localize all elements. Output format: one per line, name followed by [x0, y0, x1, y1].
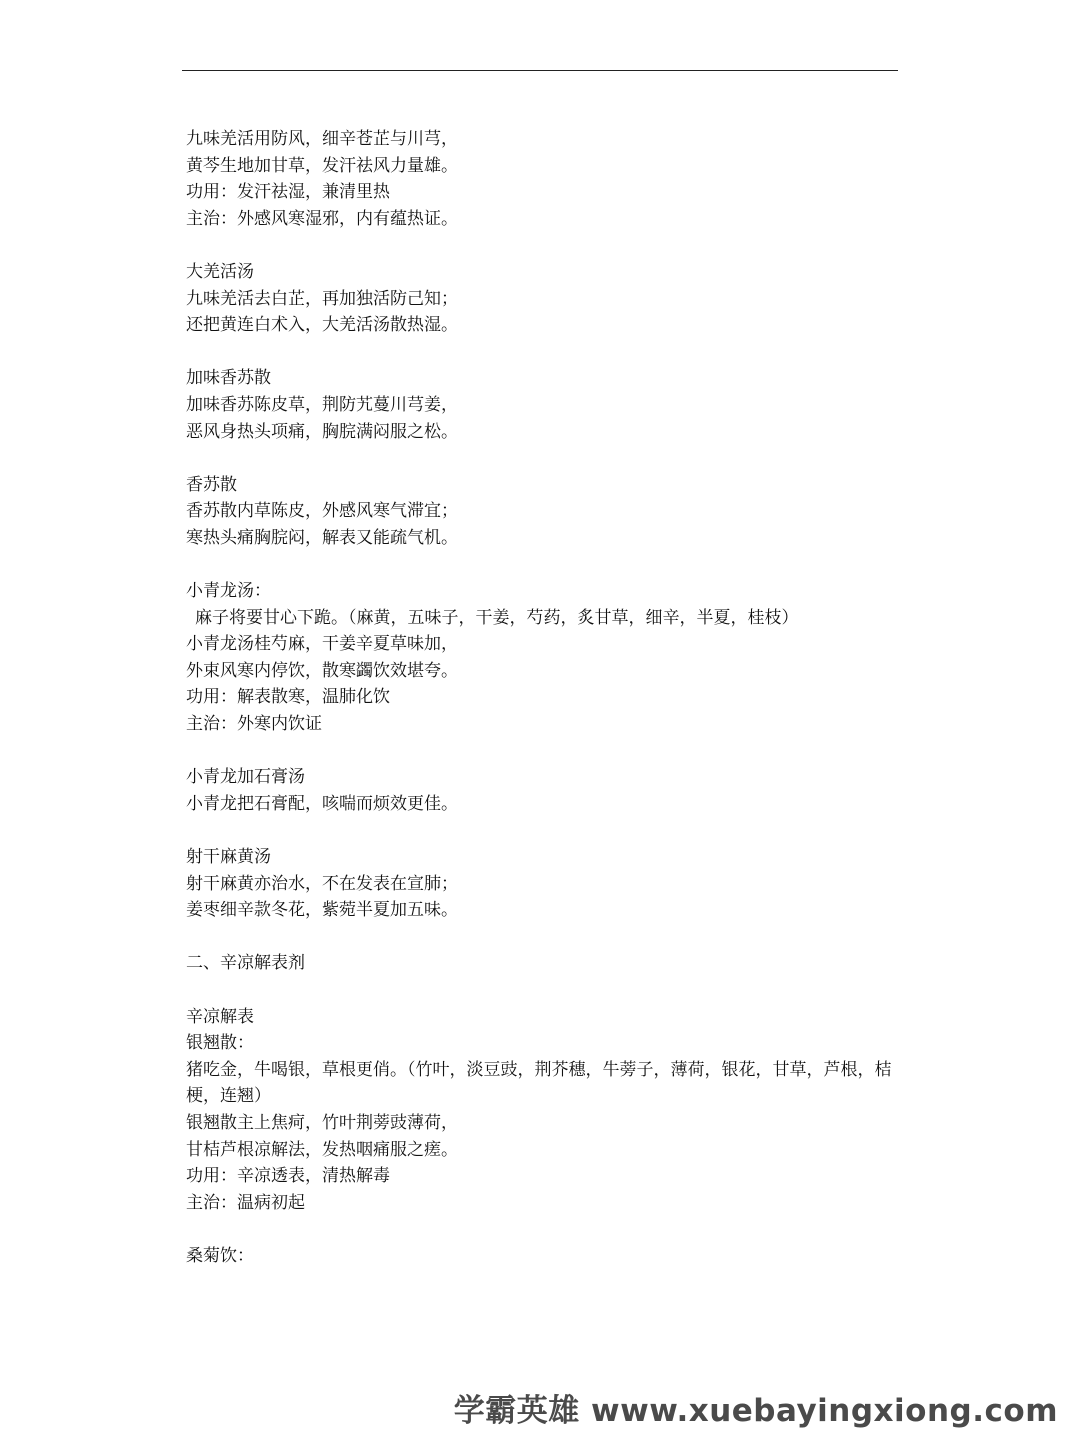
mnemonic-line: 麻子将要甘心下跪。（麻黄，五味子，干姜，芍药，炙甘草，细辛，半夏，桂枝） [195, 607, 799, 628]
efficacy-line: 功用：辛凉透表，清热解毒 [186, 1166, 390, 1187]
verse-line: 银翘散主上焦疴，竹叶荆蒡豉薄荷， [186, 1112, 458, 1133]
verse-line: 外束风寒内停饮，散寒蠲饮效堪夸。 [186, 660, 458, 681]
indication-line: 主治：外寒内饮证 [186, 714, 322, 735]
formula-title: 加味香苏散 [186, 368, 271, 389]
site-watermark: 学霸英雄 www.xuebayingxiong.com [453, 1393, 1058, 1429]
mnemonic-line: 猪吃金，牛喝银，草根更俏。（竹叶，淡豆豉，荆芥穗，牛蒡子，薄荷，银花，甘草，芦根，桔梗，连翘） [186, 1059, 892, 1107]
section-da-qianghuo [186, 259, 896, 339]
section-shegan-mahuang [186, 844, 896, 924]
verse-line: 寒热头痛胸脘闷，解表又能疏气机。 [186, 527, 458, 548]
efficacy-line: 功用：发汗祛湿，兼清里热 [186, 182, 390, 203]
verse-line: 恶风身热头项痛，胸脘满闷服之松。 [186, 421, 458, 442]
header-rule [182, 70, 898, 71]
formula-title: 小青龙汤： [186, 581, 271, 602]
formula-title: 桑菊饮： [186, 1245, 254, 1266]
verse-line: 小青龙把石膏配，咳喘而烦效更佳。 [186, 793, 458, 814]
verse-line: 九味羌活用防风，细辛苍芷与川芎， [186, 129, 458, 149]
section-jiawei-xiangsu [186, 365, 896, 445]
formula-title: 小青龙加石膏汤 [186, 767, 305, 788]
formula-title: 大羌活汤 [186, 261, 254, 282]
verse-line: 射干麻黄亦治水，不在发表在宣肺； [186, 873, 458, 894]
section-jiuwei-qianghuo [186, 126, 896, 232]
section-xiao-qinglong [186, 578, 896, 738]
verse-line: 九味羌活去白芷，再加独活防己知； [186, 288, 458, 309]
indication-line: 主治：外感风寒湿邪，内有蕴热证。 [186, 208, 458, 229]
verse-line: 加味香苏陈皮草，荆防艽蔓川芎姜， [186, 394, 458, 415]
verse-line: 香苏散内草陈皮，外感风寒气滞宜； [186, 501, 458, 522]
formula-title: 银翘散： [186, 1033, 254, 1054]
section-xiao-qinglong-shigao [186, 764, 896, 817]
subheading: 辛凉解表 [186, 1006, 254, 1027]
chapter-heading: 二、辛凉解表剂 [186, 953, 305, 974]
section-xiangsu [186, 472, 896, 552]
section-yinqiao [186, 1004, 896, 1217]
verse-line: 甘桔芦根凉解法，发热咽痛服之瘥。 [186, 1139, 458, 1160]
verse-line: 小青龙汤桂芍麻，干姜辛夏草味加， [186, 634, 458, 655]
verse-line: 还把黄连白术入，大羌活汤散热湿。 [186, 315, 458, 336]
formula-title: 射干麻黄汤 [186, 847, 271, 868]
efficacy-line: 功用：解表散寒，温肺化饮 [186, 687, 390, 708]
verse-line: 姜枣细辛款冬花，紫菀半夏加五味。 [186, 900, 458, 921]
indication-line: 主治：温病初起 [186, 1192, 305, 1213]
formula-title: 香苏散 [186, 474, 237, 495]
document-body [186, 126, 896, 1270]
verse-line: 黄芩生地加甘草，发汗祛风力量雄。 [186, 155, 458, 176]
